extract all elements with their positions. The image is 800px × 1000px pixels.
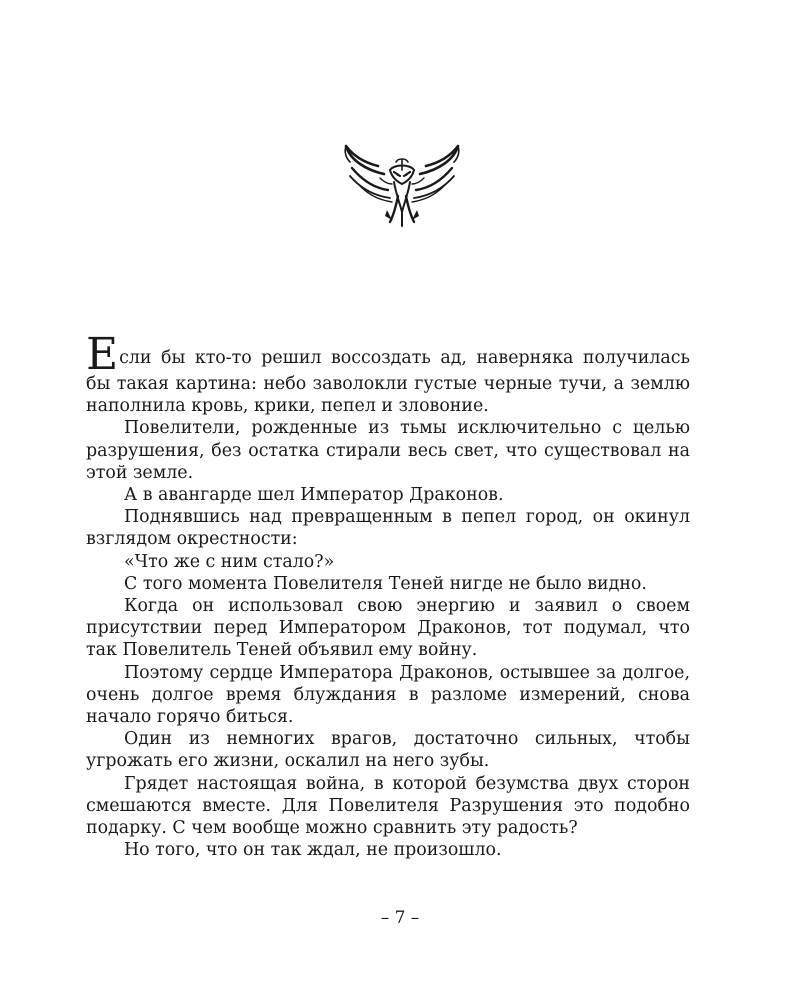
- dragon-head-icon: [340, 140, 464, 230]
- paragraph-3: А в авангарде шел Император Драконов.: [124, 485, 504, 506]
- paragraph-5: «Что же с ним стало?»: [124, 551, 335, 572]
- paragraph-10: Грядет настоящая война, в которой безумства двух сторон смешаются вместе. Для Повелителя Разрушения это подобно подарку. С чем вообще можно сравнить эту радость?: [86, 773, 690, 839]
- paragraph-7: Когда он использовал свою энергию и заявил о своем присутствии перед Императором Драконов, тот подумал, что так Повелитель Теней объявил ему войну.: [86, 596, 690, 661]
- paragraph-9: Один из немногих врагов, достаточно сильных, чтобы угрожать его жизни, оскалил на него зубы.: [86, 729, 690, 772]
- paragraph-1-text: сли бы кто-то решил воссоздать ад, наверняка получилась бы такая картина: небо заволокли густые черные тучи, а землю наполнила кровь, крики, пепел и зловоние.: [86, 348, 690, 417]
- paragraph-2: Повелители, рожденные из тьмы исключительно с целью разрушения, без остатка стирали весь свет, что существовал на этой земле.: [86, 418, 690, 483]
- paragraph-1: [86, 329, 690, 417]
- paragraph-11: Но того, что он так ждал, не произошло.: [124, 840, 502, 861]
- chapter-text: [86, 329, 690, 861]
- page-number: – 7 –: [380, 908, 420, 928]
- paragraph-4: Поднявшись над превращенным в пепел город, он окинул взглядом окрестности:: [86, 507, 690, 550]
- paragraph-8: Поэтому сердце Императора Драконов, остывшее за долгое, очень долгое время блуждания в разломе измерений, снова начало горячо биться.: [86, 662, 690, 728]
- drop-cap: Е: [86, 329, 119, 380]
- paragraph-6: С того момента Повелителя Теней нигде не было видно.: [124, 573, 647, 594]
